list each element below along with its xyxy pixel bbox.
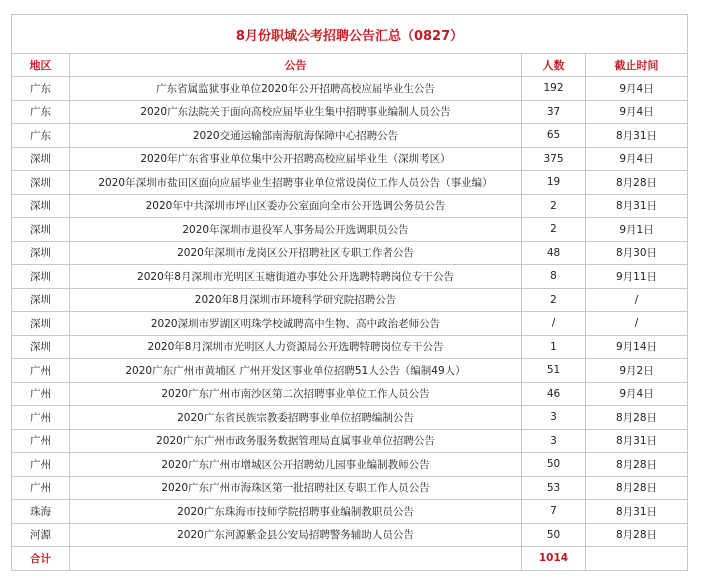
cell-notice: 2020广东省民族宗教委招聘事业单位招聘编制公告 bbox=[70, 406, 522, 430]
cell-region: 广州 bbox=[12, 429, 70, 453]
table-row bbox=[12, 335, 688, 359]
cell-count: 7 bbox=[522, 500, 586, 524]
cell-notice: 2020年深圳市龙岗区公开招聘社区专职工作者公告 bbox=[70, 241, 522, 265]
cell-region: 深圳 bbox=[12, 265, 70, 289]
cell-notice: 2020广东广州市南沙区第二次招聘事业单位工作人员公告 bbox=[70, 382, 522, 406]
cell-notice: 2020交通运输部南海航海保障中心招聘公告 bbox=[70, 124, 522, 148]
cell-count: 375 bbox=[522, 147, 586, 171]
cell-region: 广东 bbox=[12, 77, 70, 101]
cell-notice: 2020广东珠海市技师学院招聘事业编制教职员公告 bbox=[70, 500, 522, 524]
cell-count: 8 bbox=[522, 265, 586, 289]
cell-notice: 2020年8月深圳市光明区人力资源局公开选聘特聘岗位专干公告 bbox=[70, 335, 522, 359]
cell-count: 46 bbox=[522, 382, 586, 406]
table-row bbox=[12, 523, 688, 547]
cell-region: 深圳 bbox=[12, 288, 70, 312]
cell-deadline: 8月28日 bbox=[586, 171, 688, 195]
cell-deadline: 8月31日 bbox=[586, 194, 688, 218]
cell-notice: 2020深圳市罗湖区明珠学校诚聘高中生物、高中政治老师公告 bbox=[70, 312, 522, 336]
cell-count: 3 bbox=[522, 429, 586, 453]
cell-region: 广东 bbox=[12, 100, 70, 124]
cell-deadline: 8月31日 bbox=[586, 124, 688, 148]
cell-deadline: 9月2日 bbox=[586, 359, 688, 383]
cell-count: 53 bbox=[522, 476, 586, 500]
cell-notice: 广东省属监狱事业单位2020年公开招聘高校应届毕业生公告 bbox=[70, 77, 522, 101]
cell-notice: 2020年深圳市退役军人事务局公开选调职员公告 bbox=[70, 218, 522, 242]
table-row bbox=[12, 147, 688, 171]
cell-notice: 2020年深圳市盐田区面向应届毕业生招聘事业单位常设岗位工作人员公告（事业编） bbox=[70, 171, 522, 195]
cell-count: 48 bbox=[522, 241, 586, 265]
cell-deadline: 8月28日 bbox=[586, 476, 688, 500]
cell-count: 192 bbox=[522, 77, 586, 101]
cell-count: 51 bbox=[522, 359, 586, 383]
cell-deadline: / bbox=[586, 312, 688, 336]
table-row bbox=[12, 124, 688, 148]
cell-region: 深圳 bbox=[12, 218, 70, 242]
cell-notice: 2020广东广州市增城区公开招聘幼儿园事业编制教师公告 bbox=[70, 453, 522, 477]
cell-deadline: 8月30日 bbox=[586, 241, 688, 265]
cell-region: 珠海 bbox=[12, 500, 70, 524]
cell-region: 深圳 bbox=[12, 194, 70, 218]
cell-count: 2 bbox=[522, 218, 586, 242]
notice-summary-table-container bbox=[11, 14, 687, 571]
table-row bbox=[12, 312, 688, 336]
cell-deadline: 9月11日 bbox=[586, 265, 688, 289]
cell-region: 广州 bbox=[12, 406, 70, 430]
cell-notice: 2020年广东省事业单位集中公开招聘高校应届毕业生（深圳考区） bbox=[70, 147, 522, 171]
cell-region: 广东 bbox=[12, 124, 70, 148]
total-label: 合计 bbox=[12, 547, 70, 571]
header-row bbox=[12, 54, 688, 77]
table-row bbox=[12, 218, 688, 242]
table-row bbox=[12, 288, 688, 312]
total-row bbox=[12, 547, 688, 571]
cell-notice: 2020广东广州市政务服务数据管理局直属事业单位招聘公告 bbox=[70, 429, 522, 453]
cell-deadline: 8月28日 bbox=[586, 523, 688, 547]
cell-region: 深圳 bbox=[12, 147, 70, 171]
cell-count: 65 bbox=[522, 124, 586, 148]
cell-deadline: / bbox=[586, 288, 688, 312]
cell-notice: 2020广东广州市黄埔区 广州开发区事业单位招聘51人公告（编制49人） bbox=[70, 359, 522, 383]
total-notice bbox=[70, 547, 522, 571]
cell-count: 37 bbox=[522, 100, 586, 124]
table-row bbox=[12, 429, 688, 453]
table-row bbox=[12, 406, 688, 430]
cell-notice: 2020广东广州市海珠区第一批招聘社区专职工作人员公告 bbox=[70, 476, 522, 500]
cell-region: 广州 bbox=[12, 453, 70, 477]
cell-region: 深圳 bbox=[12, 241, 70, 265]
total-deadline bbox=[586, 547, 688, 571]
table-row bbox=[12, 500, 688, 524]
table-title-row bbox=[12, 15, 688, 54]
cell-deadline: 8月28日 bbox=[586, 453, 688, 477]
cell-region: 广州 bbox=[12, 382, 70, 406]
cell-region: 广州 bbox=[12, 476, 70, 500]
cell-count: 1 bbox=[522, 335, 586, 359]
cell-notice: 2020年8月深圳市环境科学研究院招聘公告 bbox=[70, 288, 522, 312]
cell-region: 深圳 bbox=[12, 335, 70, 359]
table-row bbox=[12, 453, 688, 477]
cell-deadline: 8月31日 bbox=[586, 429, 688, 453]
table-row bbox=[12, 382, 688, 406]
cell-region: 河源 bbox=[12, 523, 70, 547]
total-count: 1014 bbox=[522, 547, 586, 571]
table-row bbox=[12, 100, 688, 124]
cell-count: 50 bbox=[522, 523, 586, 547]
table-row bbox=[12, 194, 688, 218]
cell-notice: 2020广东河源紫金县公安局招聘警务辅助人员公告 bbox=[70, 523, 522, 547]
table-row bbox=[12, 241, 688, 265]
table-title: 8月份职域公考招聘公告汇总（0827） bbox=[12, 15, 688, 54]
table-row bbox=[12, 171, 688, 195]
table-row bbox=[12, 77, 688, 101]
cell-notice: 2020广东法院关于面向高校应届毕业生集中招聘事业编制人员公告 bbox=[70, 100, 522, 124]
header-count: 人数 bbox=[522, 54, 586, 77]
table-row bbox=[12, 476, 688, 500]
cell-deadline: 9月1日 bbox=[586, 218, 688, 242]
header-notice: 公告 bbox=[70, 54, 522, 77]
cell-region: 广州 bbox=[12, 359, 70, 383]
cell-notice: 2020年中共深圳市坪山区委办公室面向全市公开选调公务员公告 bbox=[70, 194, 522, 218]
cell-deadline: 9月4日 bbox=[586, 382, 688, 406]
header-deadline: 截止时间 bbox=[586, 54, 688, 77]
cell-count: 2 bbox=[522, 194, 586, 218]
table-row bbox=[12, 359, 688, 383]
cell-count: / bbox=[522, 312, 586, 336]
cell-deadline: 9月4日 bbox=[586, 147, 688, 171]
cell-deadline: 8月28日 bbox=[586, 406, 688, 430]
cell-region: 深圳 bbox=[12, 171, 70, 195]
cell-notice: 2020年8月深圳市光明区玉塘街道办事处公开选聘特聘岗位专干公告 bbox=[70, 265, 522, 289]
cell-count: 50 bbox=[522, 453, 586, 477]
cell-deadline: 9月14日 bbox=[586, 335, 688, 359]
notice-summary-table bbox=[11, 14, 688, 571]
cell-count: 2 bbox=[522, 288, 586, 312]
cell-deadline: 9月4日 bbox=[586, 77, 688, 101]
cell-deadline: 8月31日 bbox=[586, 500, 688, 524]
cell-count: 3 bbox=[522, 406, 586, 430]
cell-deadline: 9月4日 bbox=[586, 100, 688, 124]
cell-count: 19 bbox=[522, 171, 586, 195]
table-row bbox=[12, 265, 688, 289]
cell-region: 深圳 bbox=[12, 312, 70, 336]
header-region: 地区 bbox=[12, 54, 70, 77]
